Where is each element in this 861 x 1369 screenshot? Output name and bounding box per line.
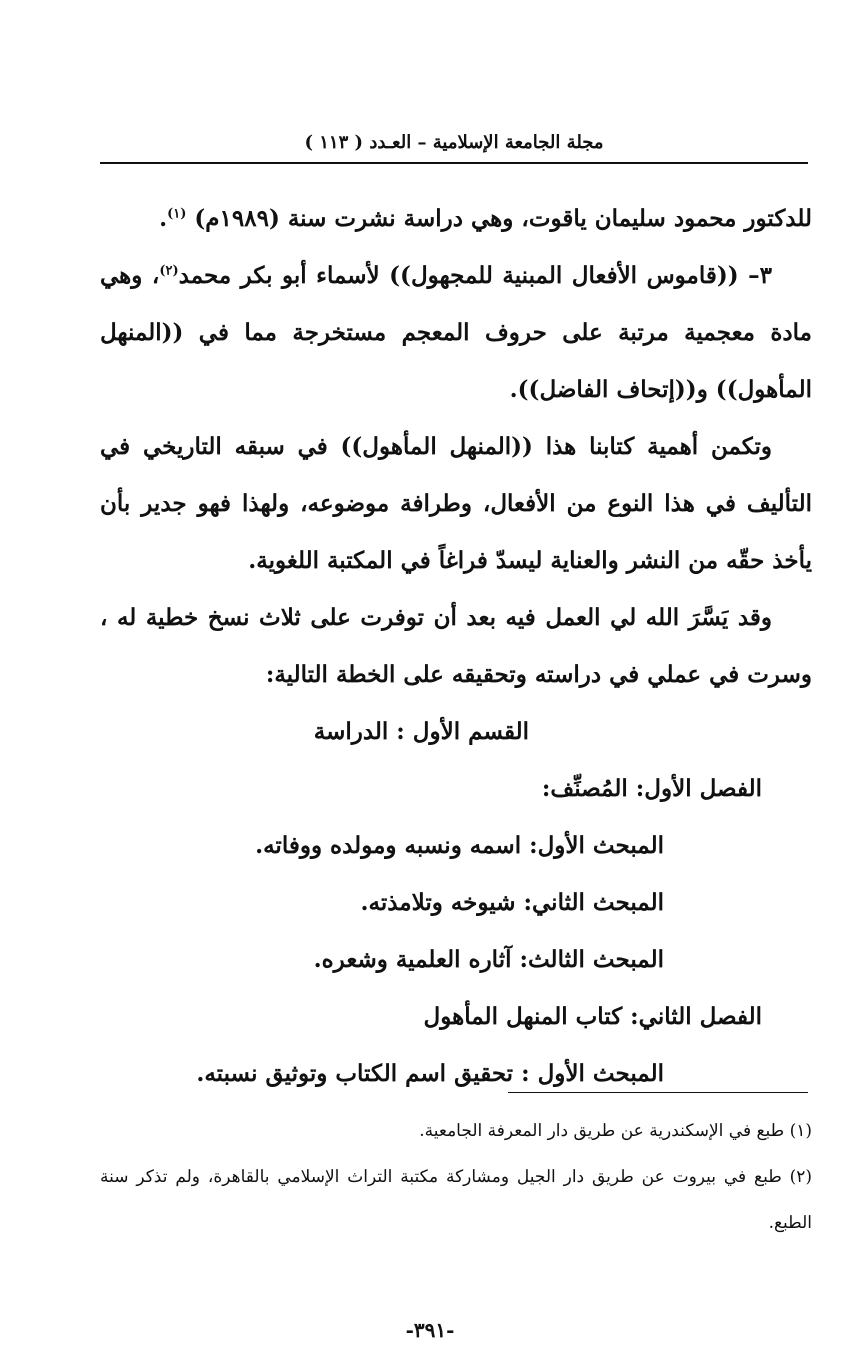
paragraph-1 bbox=[100, 190, 812, 247]
item-3 bbox=[100, 247, 812, 418]
plan-ch2-section-1: المبحث الأول : تحقيق اسم الكتاب وتوثيق نسبته. bbox=[196, 1060, 664, 1087]
footnote-ref-1: (١) bbox=[167, 206, 187, 222]
plan-ch1-section-1: المبحث الأول: اسمه ونسبه ومولده ووفاته. bbox=[255, 832, 664, 859]
plan-part-1: القسم الأول : الدراسة bbox=[313, 718, 529, 745]
running-header: مجلة الجامعة الإسلامية – العـدد ( ١١٣ ) bbox=[304, 132, 604, 153]
plan-chapter-1: الفصل الأول: المُصنِّف: bbox=[541, 775, 762, 802]
footnotes bbox=[100, 1108, 812, 1246]
plan-chapter-2: الفصل الثاني: كتاب المنهل المأهول bbox=[423, 1003, 762, 1030]
footnote-ref-2: (٢) bbox=[159, 263, 179, 279]
paragraph-2: وتكمن أهمية كتابنا هذا ((المنهل المأهول)) في سبقه التاريخي في التأليف في هذا النوع من الأفعال، وطرافة موضوعه، ولهذا فهو جدير بأن يأخذ حقّه من النشر والعناية ليسدّ فراغاً في المكتبة اللغوية. bbox=[100, 433, 812, 574]
footnote-rule bbox=[508, 1092, 808, 1093]
header-rule bbox=[100, 162, 808, 164]
page-number: -٣٩١- bbox=[405, 1318, 455, 1342]
plan-ch1-section-3: المبحث الثالث: آثاره العلمية وشعره. bbox=[313, 946, 664, 973]
paragraph-3: وقد يَسَّرَ الله لي العمل فيه بعد أن توفرت على ثلاث نسخ خطية له ، وسرت في عملي في دراسته وتحقيقه على الخطة التالية: bbox=[100, 604, 812, 688]
paragraph-1-end: . bbox=[159, 205, 168, 232]
footnote-2: (٢) طبع في بيروت عن طريق دار الجيل ومشاركة مكتبة التراث الإسلامي بالقاهرة، ولم تذكر سنة الطبع. bbox=[100, 1167, 812, 1233]
plan-ch1-section-2: المبحث الثاني: شيوخه وتلامذته. bbox=[360, 889, 664, 916]
item-3-text-a: ٣– ((قاموس الأفعال المبنية للمجهول)) لأسماء أبو بكر محمد bbox=[178, 262, 772, 289]
paragraph-1-text: للدكتور محمود سليمان ياقوت، وهي دراسة نشرت سنة (١٩٨٩م) bbox=[194, 205, 812, 232]
item-3-text-b: ، وهي مادة معجمية مرتبة على حروف المعجم مستخرجة مما في ((المنهل المأهول)) و((إتحاف الفاضل)). bbox=[100, 262, 812, 403]
footnote-1: (١) طبع في الإسكندرية عن طريق دار المعرفة الجامعية. bbox=[419, 1121, 812, 1141]
body-text bbox=[100, 190, 812, 1102]
